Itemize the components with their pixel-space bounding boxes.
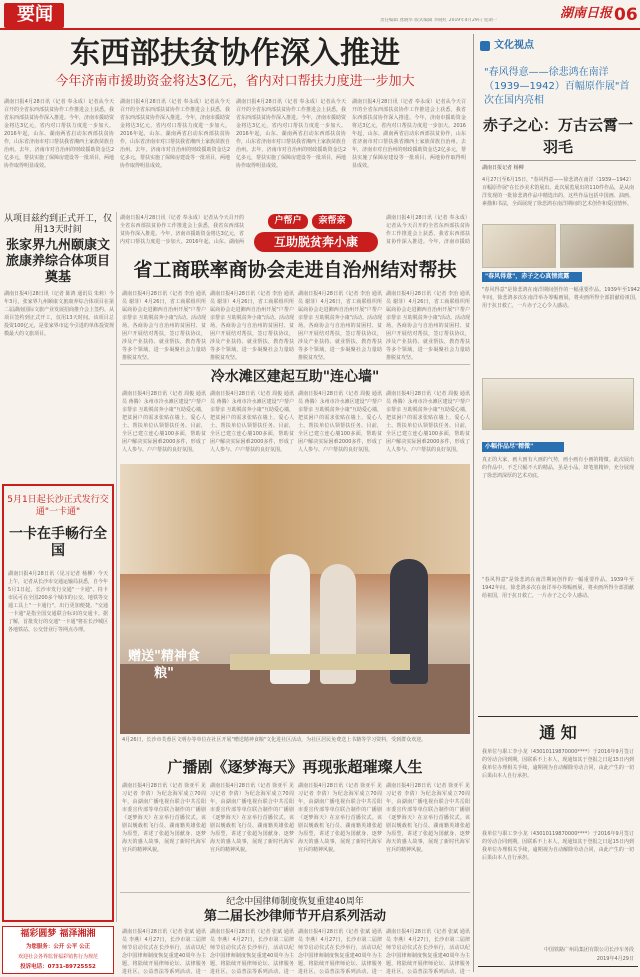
story1-headline: 张家界九州颐康文旅康养综合体项目奠基 bbox=[5, 238, 110, 285]
main-story-body-col4: 湖南日报4月28日讯（记者 奉永成）记者从今天召开的全省东西部扶贫协作工作推进会上获悉，我省东西部扶贫协作深入推进。今年，济南市援助资金将达3亿元，省内对口帮扶力度进一步加大。2016年起，山东、湖南两省启动东西部扶贫协作，山东省济南市对口帮扶我省湘西土家族苗族自治州。去年，济南市对自治州的财政援助资金达2亿多元，帮扶实施了保障房建设等一批项目，两地协作取得明显成效。 bbox=[352, 99, 466, 169]
notice-top-rule bbox=[478, 716, 638, 717]
ad-slogan: 互助脱贫奔小康 bbox=[254, 232, 378, 252]
main-subheadline: 今年济南市援助资金将达3亿元，省内对口帮扶力度进一步加大 bbox=[55, 74, 415, 89]
page-number: 06 bbox=[614, 5, 638, 25]
main-story-body-col2: 湖南日报4月28日讯（记者 奉永成）记者从今天召开的全省东西部扶贫协作工作推进会上获悉，我省东西部扶贫协作深入推进。今年，济南市援助资金将达3亿元，省内对口帮扶力度进一步加大。2016年起，山东、湖南两省启动东西部扶贫协作，山东省济南市对口帮扶我省湘西土家族苗族自治州。去年，济南市对自治州的财政援助资金达2亿多元，帮扶实施了保障房建设等一批项目，两地协作取得明显成效。 bbox=[120, 99, 230, 169]
main-story-body-col3: 湖南日报4月28日讯（记者 奉永成）记者从今天召开的全省东西部扶贫协作工作推进会上获悉，我省东西部扶贫协作深入推进。今年，济南市援助资金将达3亿元，省内对口帮扶力度进一步加大。2016年起，山东、湖南两省启动东西部扶贫协作，山东省济南市对口帮扶我省湘西土家族苗族自治州。去年，济南市对自治州的财政援助资金达2亿多元，帮扶实施了保障房建设等一批项目，两地协作取得明显成效。 bbox=[236, 99, 346, 169]
culture-byline: 湖南日报记者 杨柳 bbox=[482, 165, 524, 171]
story5-headline: 广播剧《逐梦海天》再现张超璀璨人生 bbox=[167, 758, 423, 776]
masthead-rule bbox=[0, 28, 640, 30]
story6-headline: 第二届长沙律师节开启系列活动 bbox=[203, 909, 386, 924]
story2-section-title: 5月1日起长沙正式发行交通"一卡通" bbox=[7, 495, 109, 517]
story2-headline: 一卡在手畅行全国 bbox=[9, 526, 107, 559]
story3-body-col2: 湖南日报4月28日讯（记者 李治 通讯员 谢菲）4月26日，省工商联组织所属商协会走进湘西自治州开展"户帮户 亲帮亲 互助脱贫奔小康"活动。活动现场，各商协会与自治州的贫困村、贫困户开展结对帮扶，签订帮扶协议，涉及产业扶持、就业帮扶、教育帮扶等多个领域，进一步凝聚社会力量助推脱贫攻坚。 bbox=[210, 291, 294, 360]
story3-body-col4: 湖南日报4月28日讯（记者 李治 通讯员 谢菲）4月26日，省工商联组织所属商协会走进湘西自治州开展"户帮户 亲帮亲 互助脱贫奔小康"活动。活动现场，各商协会与自治州的贫困村、贫困户开展结对帮扶，签订帮扶协议，涉及产业扶持、就业帮扶、教育帮扶等多个领域，进一步凝聚社会力量助推脱贫攻坚。 bbox=[386, 291, 470, 360]
culture-quote: "春风得意——徐悲鸿在南洋（1939—1942）百幅原作展"首次在国内亮相 bbox=[484, 67, 630, 106]
culture-photo-3 bbox=[482, 378, 634, 430]
left-column-divider bbox=[116, 212, 117, 922]
culture-body-3: 真正的大家，画大画有大画的气势，画小画有小画的精微。此次展出的作品中，不乏尺幅不大的精品，虽是小品，却笔墨精妙，充分展现了徐悲鸿深厚的艺术功底。 bbox=[482, 457, 634, 479]
photo-caption: 4月26日，长沙市芙蓉区文明办等单位在社区开展"赠送精神食粮"文化进社区活动，为社区居民免费送上书籍等学习资料，受到群众欢迎。 bbox=[122, 737, 427, 743]
page-info: 责任编辑 龚晓华 版式编辑 李晓红 2019年4月29日 星期一 bbox=[380, 18, 498, 23]
story3-body-col3: 湖南日报4月28日讯（记者 李治 通讯员 谢菲）4月26日，省工商联组织所属商协会走进湘西自治州开展"户帮户 亲帮亲 互助脱贫奔小康"活动。活动现场，各商协会与自治州的贫困村、贫困户开展结对帮扶，签订帮扶协议，涉及产业扶持、就业帮扶、教育帮扶等多个领域，进一步凝聚社会力量助推脱贫攻坚。 bbox=[298, 291, 382, 360]
main-story-body: 湖南日报4月28日讯（记者 奉永成）记者从今天召开的全省东西部扶贫协作工作推进会上获悉，我省东西部扶贫协作深入推进。今年，济南市援助资金将达3亿元，省内对口帮扶力度进一步加大。2016年起，山东、湖南两省启动东西部扶贫协作，山东省济南市对口帮扶我省湘西土家族苗族自治州。去年，济南市对自治州的财政援助资金达2亿多元，帮扶实施了保障房建设等一批项目，两地协作取得明显成效。 bbox=[4, 99, 114, 169]
story4-body-col4: 湖南日报4月28日讯（记者 周俊 通讯员 蒋腾）永州市冷水滩区建设"户帮户 亲帮亲 互助脱贫奔小康"互助爱心墙，把贫困户的需求张贴在墙上，爱心人士、帮扶单位认领帮扶任务。目前，全区已建立连心墙100多面，帮助贫困户解决实际困难2000多件，形成了人人参与、户户帮扶的良好氛围。 bbox=[386, 391, 470, 453]
column-divider bbox=[473, 34, 474, 972]
story3-headline: 省工商联率商协会走进自治州结对帮扶 bbox=[133, 259, 457, 281]
story1-kicker: 从项目兹约到正式开工，仅用13天时间 bbox=[3, 214, 112, 235]
story4-top-rule bbox=[120, 364, 470, 365]
culture-rule bbox=[480, 160, 636, 161]
culture-headline: 赤子之心：万古云霄一羽毛 bbox=[482, 116, 633, 156]
notice-bottom-rule bbox=[478, 966, 638, 967]
culture-subhead-2: 小幅作品尽"精微" bbox=[482, 442, 564, 452]
story2-body: 湖南日报4月28日讯（见习记者 杨柳）今天上午，记者从长沙市交通运输局获悉，自今年5月1日起，长沙市发行交通"一卡通"。持卡市民可在全国200多个城市的公交、地铁等交通工具上"一卡通行"，出行更加便捷。"交通一卡通"是指全国交通联合标识的交通卡。据了解，首批发行的交通"一卡通"将在长沙城区各地铁站、公交营业厅等网点办理。 bbox=[8, 571, 108, 633]
culture-body-3-cont: "春风得意"是徐悲鸿在南洋期间创作的一幅重要作品。1939年至1942年间，徐悲鸿多次在南洋举办筹赈画展，将卖画所得全部捐献给祖国，用于抗日救亡，一片赤子之心令人感动。 bbox=[482, 577, 634, 599]
poverty-ad-banner bbox=[250, 212, 380, 258]
story6-kicker: 纪念中国律师制度恢复重建40周年 bbox=[226, 897, 364, 907]
story5-body-col3: 湖南日报4月28日讯（记者 徐亚平 见习记者 李倩）为纪念海军成立70周年，由湖南广播电视台联合中共岳阳市委宣传部等单位联合制作的广播剧《逐梦海天》在京举行首播仪式。该剧以舰载机飞行员、湖南籍英雄张超为原型，讲述了张超为国献身、逐梦海天的感人故事，展现了新时代海军官兵的精神风貌。 bbox=[298, 783, 382, 853]
lottery-ad bbox=[2, 926, 114, 974]
notice-body-2: 我单位与职工李小龙（43010119870000****）于2016年9月签订的劳动合同到期，因联系不上本人，现通知其于登报之日起15日内到我单位办理相关手续，逾期视为自动解除劳动合同，由此产生的一切后果由本人自行承担。 bbox=[482, 831, 634, 861]
notice-signature: 中国铁路广州局集团有限公司长沙车务段 bbox=[543, 947, 634, 953]
main-headline: 东西部扶贫协作深入推进 bbox=[70, 36, 400, 71]
story6-top-rule bbox=[120, 892, 470, 893]
event-photo bbox=[120, 464, 470, 734]
culture-photo-2 bbox=[560, 224, 634, 268]
photo-books bbox=[230, 654, 410, 670]
story6-body: 湖南日报4月28日讯（记者 张斌 通讯员 李燕）4月27日，长沙市第二届律师节启动仪式在长沙举行，活动以纪念中国律师制度恢复重建40周年为主题，将陆续开展律师论坛、法律服务进社区、公益普法等系列活动，进一 bbox=[122, 929, 206, 974]
story4-headline: 冷水滩区建起互助"连心墙" bbox=[210, 369, 380, 385]
culture-subhead-1: "春风得意"，赤子之心真情流露 bbox=[482, 272, 582, 282]
culture-column-title: 文化视点 bbox=[494, 40, 534, 51]
culture-body-1: 4月27日至6月15日，"春风得意——徐悲鸿在南洋（1939—1942）百幅原作展"在长沙美术馆展出。此次展览展出的110件作品，是从南洋发现的一批徐悲鸿作品中精选出的，这些作品包括中国画、油画、素描和书法，全面展现了徐悲鸿在南洋期间的艺术创作和爱国情怀。 bbox=[482, 177, 634, 207]
culture-photo-1 bbox=[482, 224, 556, 268]
photo-caption-tag: 赠送"精神食粮" bbox=[128, 649, 200, 681]
lottery-hotline: 投诉电话：0731-89725552 bbox=[20, 964, 96, 970]
ad-badge-left: 户帮户 bbox=[268, 214, 308, 229]
masthead bbox=[0, 0, 640, 30]
notice-title: 通 知 bbox=[539, 723, 577, 742]
notice-date: 2019年4月29日 bbox=[596, 956, 634, 962]
main-story-tail-right: 湖南日报4月28日讯（记者 奉永成）记者从今天召开的全省东西部扶贫协作工作推进会上获悉，我省东西部扶贫协作深入推进。今年，济南市援助 bbox=[386, 215, 470, 244]
story4-body: 湖南日报4月28日讯（记者 周俊 通讯员 蒋腾）永州市冷水滩区建设"户帮户 亲帮亲 互助脱贫奔小康"互助爱心墙，把贫困户的需求张贴在墙上，爱心人士、帮扶单位认领帮扶任务。目前，全区已建立连心墙100多面，帮助贫困户解决实际困难2000多件，形成了人人参与、户户帮扶的良好氛围。 bbox=[122, 391, 206, 453]
main-story-tail-left: 湖南日报4月28日讯（记者 奉永成）记者从今天召开的全省东西部扶贫协作工作推进会上获悉，我省东西部扶贫协作深入推进。今年，济南市援助资金将达3亿元，省内对口帮扶力度进一步加大。2016年起，山东、湖南两 bbox=[120, 215, 244, 244]
story5-body: 湖南日报4月28日讯（记者 徐亚平 见习记者 李倩）为纪念海军成立70周年，由湖南广播电视台联合中共岳阳市委宣传部等单位联合制作的广播剧《逐梦海天》在京举行首播仪式。该剧以舰载机飞行员、湖南籍英雄张超为原型，讲述了张超为国献身、逐梦海天的感人故事，展现了新时代海军官兵的精神风貌。 bbox=[122, 783, 206, 853]
lottery-title: 福彩圆梦 福泽湘湘 bbox=[20, 929, 96, 939]
story1-body: 湖南日报4月28日讯（记者 陈鸿 通讯员 朱莉）今年3月，张家界九州颐康文旅康养综合体项目在第二届湖南国际文旅产业发展招商推介会上签约。从项目签约到正式开工，仅用13天时间。该项目总投资100亿元，是张家界市迄今引进的单体投资规模最大的文旅项目。 bbox=[4, 291, 114, 337]
story6-body-col3: 湖南日报4月28日讯（记者 张斌 通讯员 李燕）4月27日，长沙市第二届律师节启动仪式在长沙举行，活动以纪念中国律师制度恢复重建40周年为主题，将陆续开展律师论坛、法律服务进社区、公益普法等系列活动，进一 bbox=[298, 929, 382, 974]
lottery-line1: 为您服务：公开 公平 公正 bbox=[25, 944, 91, 950]
story5-body-col4: 湖南日报4月28日讯（记者 徐亚平 见习记者 李倩）为纪念海军成立70周年，由湖南广播电视台联合中共岳阳市委宣传部等单位联合制作的广播剧《逐梦海天》在京举行首播仪式。该剧以舰载机飞行员、湖南籍英雄张超为原型，讲述了张超为国献身、逐梦海天的感人故事，展现了新时代海军官兵的精神风貌。 bbox=[386, 783, 470, 853]
story5-body-col2: 湖南日报4月28日讯（记者 徐亚平 见习记者 李倩）为纪念海军成立70周年，由湖南广播电视台联合中共岳阳市委宣传部等单位联合制作的广播剧《逐梦海天》在京举行首播仪式。该剧以舰载机飞行员、湖南籍英雄张超为原型，讲述了张超为国献身、逐梦海天的感人故事，展现了新时代海军官兵的精神风貌。 bbox=[210, 783, 294, 853]
culture-icon bbox=[480, 41, 490, 51]
notice-body: 我单位与职工李小龙（43010119870000****）于2016年9月签订的劳动合同到期，因联系不上本人，现通知其于登报之日起15日内到我单位办理相关手续，逾期视为自动解除劳动合同，由此产生的一切后果由本人自行承担。 bbox=[482, 749, 634, 779]
ad-badge-right: 亲帮亲 bbox=[312, 214, 352, 229]
culture-body-2: "春风得意"是徐悲鸿在南洋期间创作的一幅重要作品。1939年至1942年间，徐悲鸿多次在南洋举办筹赈画展，将卖画所得全部捐献给祖国，用于抗日救亡，一片赤子之心令人感动。 bbox=[482, 287, 640, 309]
lottery-line2: 欢迎社会各界监督福彩销售行为规范 bbox=[17, 954, 98, 960]
culture-column-header bbox=[480, 38, 636, 54]
story2-box bbox=[2, 484, 114, 922]
story6-body-col2: 湖南日报4月28日讯（记者 张斌 通讯员 李燕）4月27日，长沙市第二届律师节启动仪式在长沙举行，活动以纪念中国律师制度恢复重建40周年为主题，将陆续开展律师论坛、法律服务进社区、公益普法等系列活动，进一 bbox=[210, 929, 294, 974]
story6-body-col4: 湖南日报4月28日讯（记者 张斌 通讯员 李燕）4月27日，长沙市第二届律师节启动仪式在长沙举行，活动以纪念中国律师制度恢复重建40周年为主题，将陆续开展律师论坛、法律服务进社区、公益普法等系列活动，进一 bbox=[386, 929, 470, 974]
paper-logo: 湖南日报 bbox=[560, 6, 613, 21]
section-name: 要闻 bbox=[17, 4, 53, 25]
story4-body-col2: 湖南日报4月28日讯（记者 周俊 通讯员 蒋腾）永州市冷水滩区建设"户帮户 亲帮亲 互助脱贫奔小康"互助爱心墙，把贫困户的需求张贴在墙上，爱心人士、帮扶单位认领帮扶任务。目前，全区已建立连心墙100多面，帮助贫困户解决实际困难2000多件，形成了人人参与、户户帮扶的良好氛围。 bbox=[210, 391, 294, 453]
story3-body: 湖南日报4月28日讯（记者 李治 通讯员 谢菲）4月26日，省工商联组织所属商协会走进湘西自治州开展"户帮户 亲帮亲 互助脱贫奔小康"活动。活动现场，各商协会与自治州的贫困村、贫困户开展结对帮扶，签订帮扶协议，涉及产业扶持、就业帮扶、教育帮扶等多个领域，进一步凝聚社会力量助推脱贫攻坚。 bbox=[122, 291, 206, 360]
story4-body-col3: 湖南日报4月28日讯（记者 周俊 通讯员 蒋腾）永州市冷水滩区建设"户帮户 亲帮亲 互助脱贫奔小康"互助爱心墙，把贫困户的需求张贴在墙上，爱心人士、帮扶单位认领帮扶任务。目前，全区已建立连心墙100多面，帮助贫困户解决实际困难2000多件，形成了人人参与、户户帮扶的良好氛围。 bbox=[298, 391, 382, 453]
